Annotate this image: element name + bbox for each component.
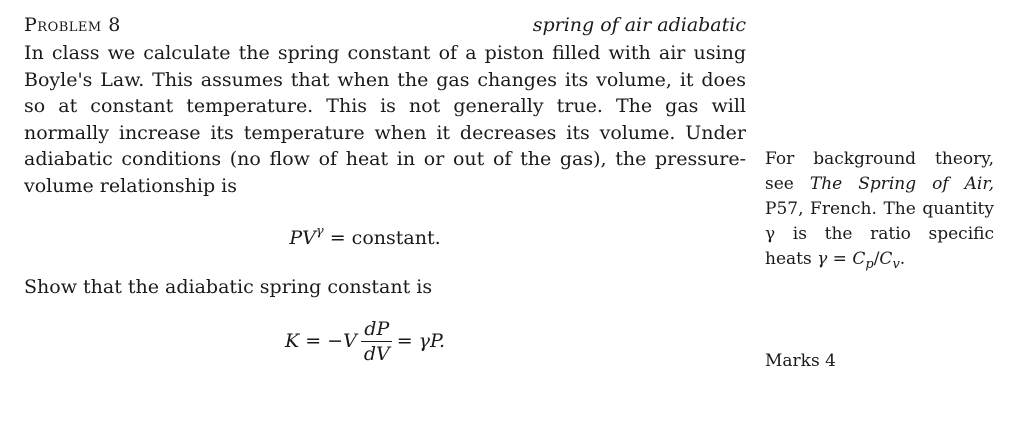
eq1-rhs: = constant. — [329, 227, 441, 249]
eq2-lhs: K = −V — [284, 330, 357, 353]
equation-pv-constant — [24, 225, 746, 252]
intro-paragraph: In class we calculate the spring constant of a piston filled with air using Boyle's Law. This assumes that when the gas changes its volume, it does so at constant temperature. This is not generally true. The gas will normally increase its temperature when it decreases its volume. Under adiabatic conditions (no flow of heat in or out of the gas), the pressure-volume relationship is — [24, 42, 746, 197]
sidenote — [765, 147, 994, 272]
eq1-exponent: γ — [315, 224, 324, 239]
sidenote-formula — [817, 249, 906, 272]
formula-p-sub: p — [865, 257, 874, 272]
formula-gamma: γ — [817, 249, 828, 269]
sidenote-reference: The Spring of Air, — [809, 174, 995, 194]
problem-title: Problem 8 — [24, 14, 121, 36]
show-text: Show that the adiabatic spring constant is — [24, 275, 433, 298]
sidenote-prefix: For background theory, see — [765, 149, 994, 194]
eq2-rhs: = γP. — [396, 330, 446, 353]
eq2-fraction — [361, 318, 393, 365]
problem-topic: spring of air adiabatic — [532, 14, 746, 36]
problem-main — [24, 12, 746, 365]
formula-period: . — [899, 249, 906, 269]
sidenote-suffix: P57, French. The quantity γ is the ratio specific heats — [765, 199, 994, 269]
marks-label: Marks 4 — [765, 351, 836, 371]
problem-header — [24, 12, 746, 40]
formula-slash: / — [873, 249, 880, 269]
formula-cp: C — [852, 249, 866, 269]
eq2-denominator: dV — [363, 343, 390, 365]
formula-equals: = — [827, 249, 853, 269]
eq2-numerator: dP — [361, 318, 392, 342]
formula-v-sub: v — [892, 257, 900, 272]
formula-cv: C — [879, 249, 893, 269]
equation-spring-constant — [24, 318, 746, 365]
eq1-lhs: PV — [289, 227, 316, 249]
